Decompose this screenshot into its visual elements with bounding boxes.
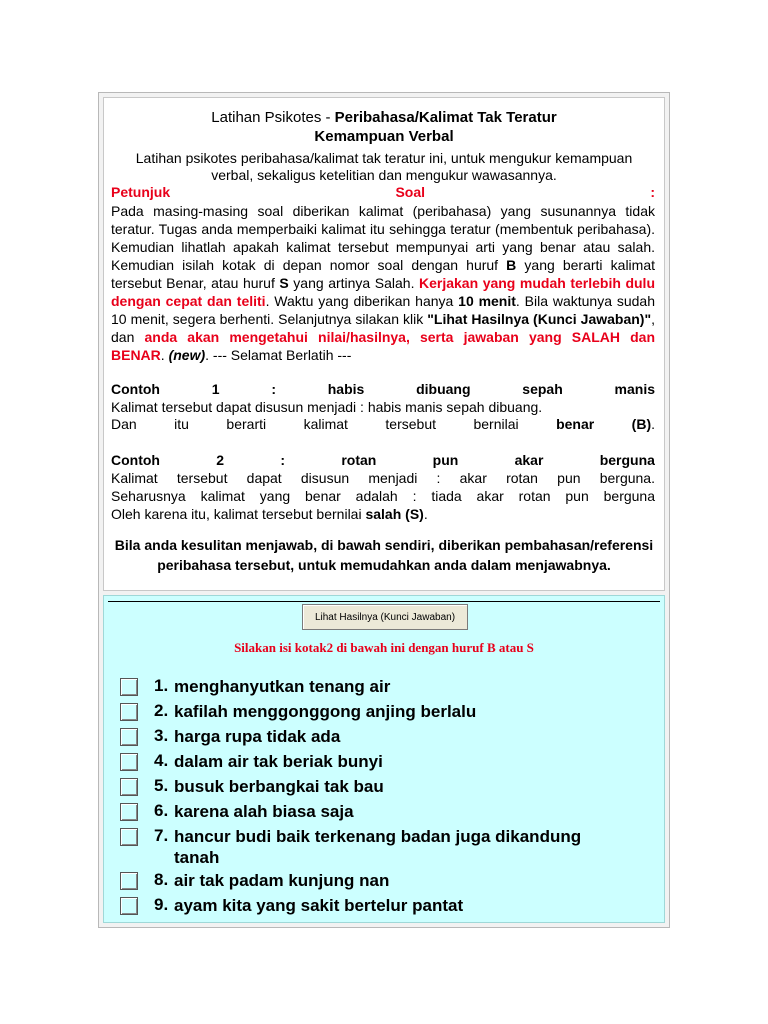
new-tag: (new) [168, 347, 206, 363]
answer-box-6[interactable] [120, 803, 138, 821]
intro-line-1: Latihan psikotes peribahasa/kalimat tak teratur ini, untuk mengukur kemampuan [135, 150, 633, 166]
answer-box-9[interactable] [120, 897, 138, 915]
question-item: 8. air tak padam kunjung nan [120, 870, 640, 894]
answer-box-4[interactable] [120, 753, 138, 771]
petunjuk-heading: Petunjuk Soal : [111, 184, 655, 200]
question-item: 9. ayam kita yang sakit bertelur pantat [120, 895, 640, 919]
answer-box-1[interactable] [120, 678, 138, 696]
answer-box-5[interactable] [120, 778, 138, 796]
help-note: Bila anda kesulitan menjawab, di bawah sendiri, diberikan pembahasan/referensi peribahasa tersebut, untuk memudahkan anda dalam menjawabnya. [114, 537, 654, 573]
answer-box-8[interactable] [120, 872, 138, 890]
answer-box-3[interactable] [120, 728, 138, 746]
question-item: 6. karena alah biasa saja [120, 801, 640, 825]
quiz-panel [103, 595, 665, 923]
contoh-2-line-2: Seharusnya kalimat yang benar adalah : tiada akar rotan pun berguna [111, 488, 655, 504]
quiz-instruction: Silakan isi kotak2 di bawah ini dengan huruf B atau S [234, 640, 534, 655]
lihat-hasil-reference: "Lihat Hasilnya (Kunci Jawaban)" [427, 311, 652, 327]
contoh-1-line-2: Dan itu berarti kalimat tersebut bernilai benar (B). [111, 416, 655, 432]
intro-line-2: verbal, sekaligus ketelitian dan mengukur wawasannya. [211, 167, 557, 183]
question-item: 7. hancur budi baik terkenang badan juga dikandung tanah [120, 826, 640, 870]
contoh-2-line-1: Kalimat tersebut dapat disusun menjadi : akar rotan pun berguna. [111, 470, 655, 486]
question-item: 3. harga rupa tidak ada [120, 726, 640, 750]
question-item: 1. menghanyutkan tenang air [120, 676, 640, 700]
question-item: 5. busuk berbangkai tak bau [120, 776, 640, 800]
divider [108, 601, 660, 602]
contoh-1-line-1: Kalimat tersebut dapat disusun menjadi : habis manis sepah dibuang. [111, 399, 543, 415]
lihat-hasil-button[interactable]: Lihat Hasilnya (Kunci Jawaban) [302, 604, 468, 630]
answer-box-7[interactable] [120, 828, 138, 846]
contoh-2-heading: Contoh 2 : rotan pun akar berguna [111, 452, 655, 468]
petunjuk-text: Pada masing-masing soal diberikan kalimat (peribahasa) yang susunannya tidak teratur. Tugas anda memperbaiki kalimat itu sehingga teratur (membentuk peribahasa). Kemudian lihatlah apakah kalimat tersebut mempunyai arti yang benar atau salah. Kemudian isilah kotak di depan nomor soal dengan huruf B yang berarti kalimat tersebut Benar, atau huruf S yang artinya Salah. Kerjakan yang mudah terlebih dulu dengan cepat dan teliti. Waktu yang diberikan hanya 10 menit. Bila waktunya sudah 10 menit, segera berhenti. Selanjutnya silakan klik "Lihat Hasilnya (Kunci Jawaban)", dan anda akan mengetahui nilai/hasilnya, serta jawaban yang SALAH dan BENAR. (new). --- Selamat Berlatih --- [111, 203, 656, 363]
instructions-panel [103, 97, 665, 591]
question-item: 2. kafilah menggonggong anjing berlalu [120, 701, 640, 725]
page-title: Latihan Psikotes - Peribahasa/Kalimat Tak Teratur [211, 109, 557, 126]
answer-box-2[interactable] [120, 703, 138, 721]
contoh-1-heading: Contoh 1 : habis dibuang sepah manis [111, 381, 655, 397]
page-subtitle: Kemampuan Verbal [314, 128, 454, 145]
question-item: 4. dalam air tak beriak bunyi [120, 751, 640, 775]
page-frame [98, 92, 670, 928]
contoh-2-line-3: Oleh karena itu, kalimat tersebut bernilai salah (S). [111, 506, 428, 522]
